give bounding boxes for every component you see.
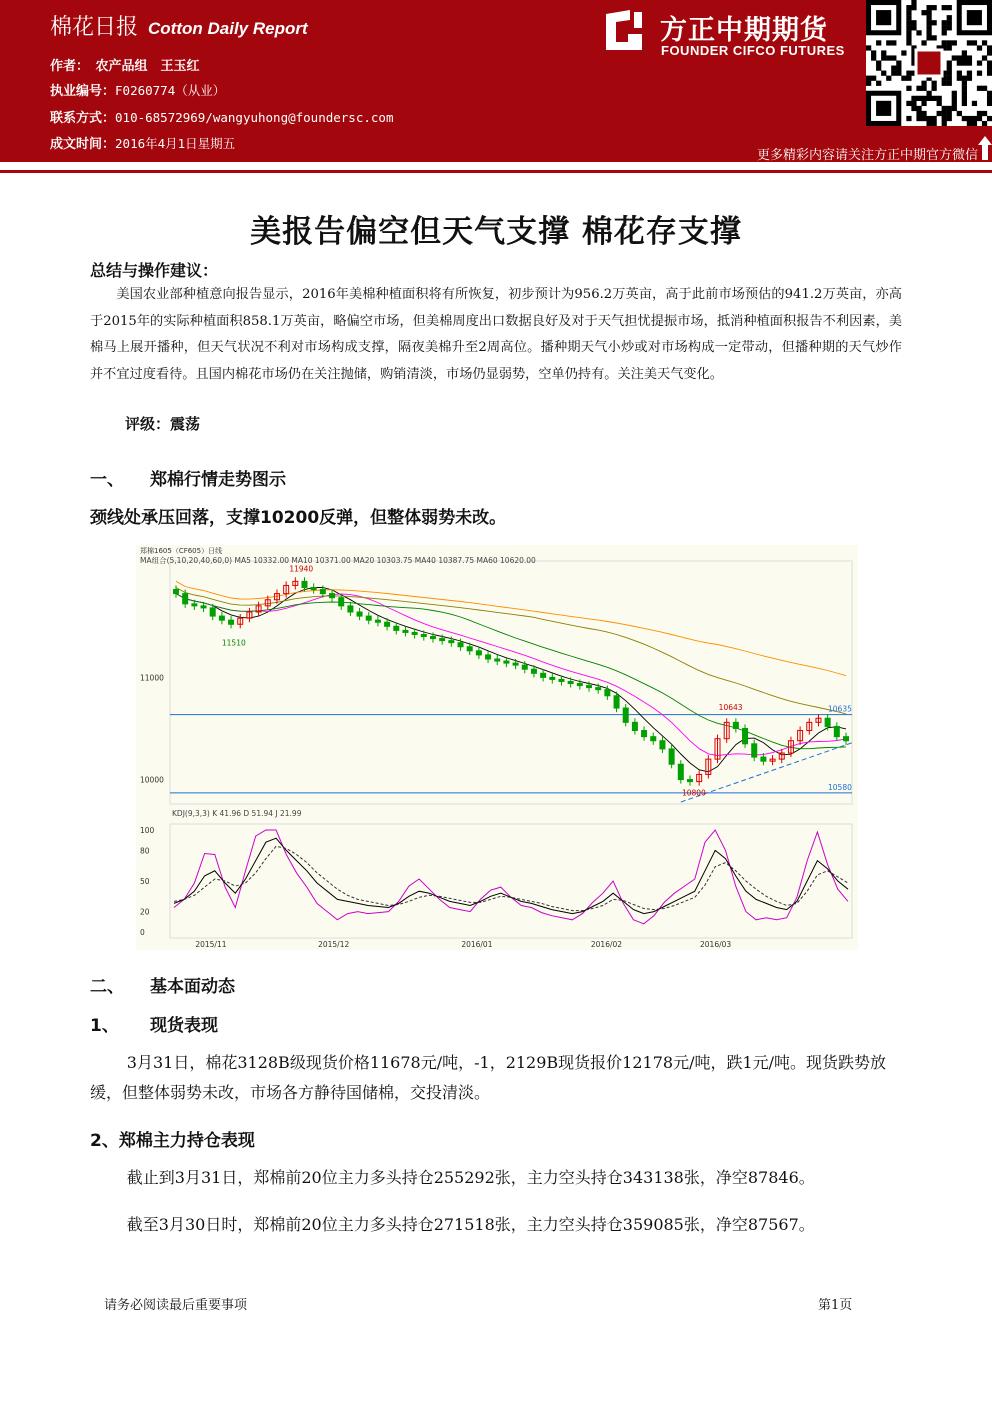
candle-body [486, 655, 491, 659]
kdj-tick-50: 50 [140, 877, 150, 886]
candle-body [605, 690, 610, 696]
candle-body [229, 620, 234, 624]
section-2-heading: 二、 基本面动态 [90, 977, 235, 997]
candle-body [513, 663, 518, 665]
candle-body [449, 641, 454, 643]
section-2-2-heading: 2、郑棉主力持仓表现 [90, 1131, 255, 1151]
candle-body [192, 604, 197, 606]
candle-body [302, 581, 307, 587]
candle-body [366, 616, 371, 620]
license-line: 执业编号：F0260774（从业） [50, 83, 226, 99]
chart-caption: 颈线处承压回落，支撑10200反弹，但整体弱势未改。 [90, 508, 507, 528]
candle-body [348, 606, 353, 612]
x-tick-2: 2016/01 [461, 940, 493, 949]
follow-wechat-text: 更多精彩内容请关注方正中期官方微信 [756, 148, 978, 163]
candle-body [375, 620, 380, 622]
kdj-d-line [174, 846, 848, 910]
report-title-cn: 棉花日报 [50, 15, 139, 40]
candle-body [403, 630, 408, 632]
header-rule [0, 170, 992, 173]
candle-body [733, 722, 738, 728]
y-tick-11000: 11000 [140, 673, 164, 683]
report-title [50, 10, 308, 41]
kdj-k-line [174, 838, 848, 913]
label-10800: 10800 [681, 788, 706, 798]
y-tick-10000: 10000 [140, 775, 164, 785]
candle-body [458, 643, 463, 647]
candle-body [550, 677, 555, 679]
logo-text-en: FOUNDER CIFCO FUTURES [661, 43, 845, 58]
candle-body [623, 708, 628, 722]
kdj-j-line [174, 830, 848, 924]
kdj-legend: KDJ(9,3,3) K 41.96 D 51.94 J 21.99 [172, 809, 302, 818]
contact-link[interactable]: 010-68572969/wangyuhong@foundersc.com [115, 110, 394, 125]
candle-body [357, 612, 362, 616]
position-text-2: 截至3月30日时，郑棉前20位主力多头持仓271518张，主力空头持仓359085张，净空87567。 [126, 1215, 815, 1234]
candle-body [385, 622, 390, 626]
section-2-1-heading: 1、 现货表现 [90, 1016, 218, 1036]
position-text-1: 截止到3月31日，郑棉前20位主力多头持仓255292张，主力空头持仓343138张，净空87846。 [126, 1168, 815, 1187]
candle-body [678, 764, 683, 779]
report-header [0, 0, 992, 162]
candle-body [669, 749, 674, 764]
candle-body [467, 647, 472, 651]
candle-body [339, 598, 344, 606]
candle-body [495, 659, 500, 661]
candle-body [568, 681, 573, 683]
candle-body [440, 639, 445, 641]
candle-body [541, 673, 546, 677]
candle-body [476, 651, 481, 655]
x-tick-4: 2016/03 [700, 940, 732, 949]
label-10643: 10643 [718, 702, 743, 712]
price-chart [136, 545, 858, 950]
chart-title: 郑棉1605（CF605）日线 [140, 547, 223, 555]
candle-body [743, 728, 748, 743]
candle-body [219, 616, 224, 620]
page-number: 第1页 [818, 1298, 853, 1313]
candle-body [752, 744, 757, 757]
candle-body [587, 686, 592, 688]
candle-body [687, 780, 692, 782]
contact-line: 联系方式：010-68572969/wangyuhong@foundersc.com [50, 110, 394, 126]
summary-text: 美国农业部种植意向报告显示，2016年美棉种植面积将有所恢复，初步预计为956.2万英亩，高于此前市场预估的941.2万英亩，亦高于2015年的实际种植面积858.1万英亩，略偏空市场，但美棉周度出口数据良好及对于天气担忧提振市场，抵消种植面积报告不利因素，美棉马上展开播种，但天气状况不利对市场构成支撑，隔夜美棉升至2周高位。播种期天气小炒或对市场构成一定带动，但播种期的天气炒作并不宜过度看待。且国内棉花市场仍在关注抛储，购销清淡，市场仍显弱势，空单仍持有。关注美天气变化。 [90, 287, 902, 382]
candle-body [421, 634, 426, 636]
price-panel-frame [170, 561, 852, 804]
candle-body [761, 757, 766, 761]
candle-body [559, 679, 564, 681]
founder-logo-icon [604, 8, 644, 52]
candle-body [642, 731, 647, 737]
candle-body [320, 590, 325, 594]
author-line: 作者： 农产品组 王玉红 [50, 59, 200, 74]
qr-code-icon[interactable] [866, 0, 992, 126]
candle-body [596, 688, 601, 690]
section-1-heading: 一、 郑棉行情走势图示 [90, 470, 286, 490]
candle-body [522, 665, 527, 669]
label-11510: 11510 [221, 638, 246, 648]
label-11940: 11940 [289, 564, 314, 574]
candle-body [210, 608, 215, 616]
candle-body [504, 661, 509, 663]
rating: 评级：震荡 [125, 415, 201, 433]
spot-text: 3月31日，棉花3128B级现货价格11678元/吨，-1，2129B现货报价12178元/吨，跌1元/吨。现货跌势放缓，但整体弱势未改，市场各方静待国储棉，交投清淡。 [90, 1053, 887, 1102]
x-tick-1: 2015/12 [318, 940, 350, 949]
candle-body [430, 637, 435, 639]
label-10635: 10635 [828, 704, 852, 714]
kdj-tick-20: 20 [140, 907, 150, 917]
kdj-tick-100: 100 [140, 826, 155, 835]
candle-body [394, 626, 399, 630]
candle-body [531, 669, 536, 673]
footer-disclaimer[interactable]: 请务必阅读最后重要事项 [104, 1298, 248, 1313]
candle-body [412, 632, 417, 634]
date-line: 成文时间：2016年4月1日星期五 [50, 136, 236, 152]
page-title: 美报告偏空但天气支撑 棉花存支撑 [250, 214, 742, 250]
candle-body [201, 606, 206, 608]
x-tick-3: 2016/02 [590, 940, 623, 949]
candle-body [311, 587, 316, 589]
kdj-tick-80: 80 [140, 846, 150, 856]
candle-body [632, 722, 637, 730]
x-tick-0: 2015/11 [195, 940, 227, 949]
candle-body [330, 594, 335, 598]
candle-body [834, 726, 839, 736]
candle-body [651, 737, 656, 741]
candle-body [183, 594, 188, 604]
candle-body [825, 718, 830, 726]
logo-text-cn: 方正中期期货 [660, 15, 828, 46]
candle-body [844, 737, 849, 741]
kdj-tick-0: 0 [140, 928, 145, 937]
kdj-panel-frame [170, 824, 852, 938]
candle-body [577, 684, 582, 686]
ma-legend: MA组合(5,10,20,40,60,0) MA5 10332.00 MA10 10371.00 MA20 10303.75 MA40 10387.75 MA60 10620.00 [140, 556, 536, 565]
summary-heading: 总结与操作建议： [90, 261, 219, 280]
candle-body [614, 696, 619, 708]
candle-body [174, 590, 179, 594]
candle-body [660, 741, 665, 749]
report-title-en: Cotton Daily Report [148, 19, 308, 38]
up-arrow-icon [978, 136, 992, 160]
label-10580: 10580 [828, 782, 852, 792]
